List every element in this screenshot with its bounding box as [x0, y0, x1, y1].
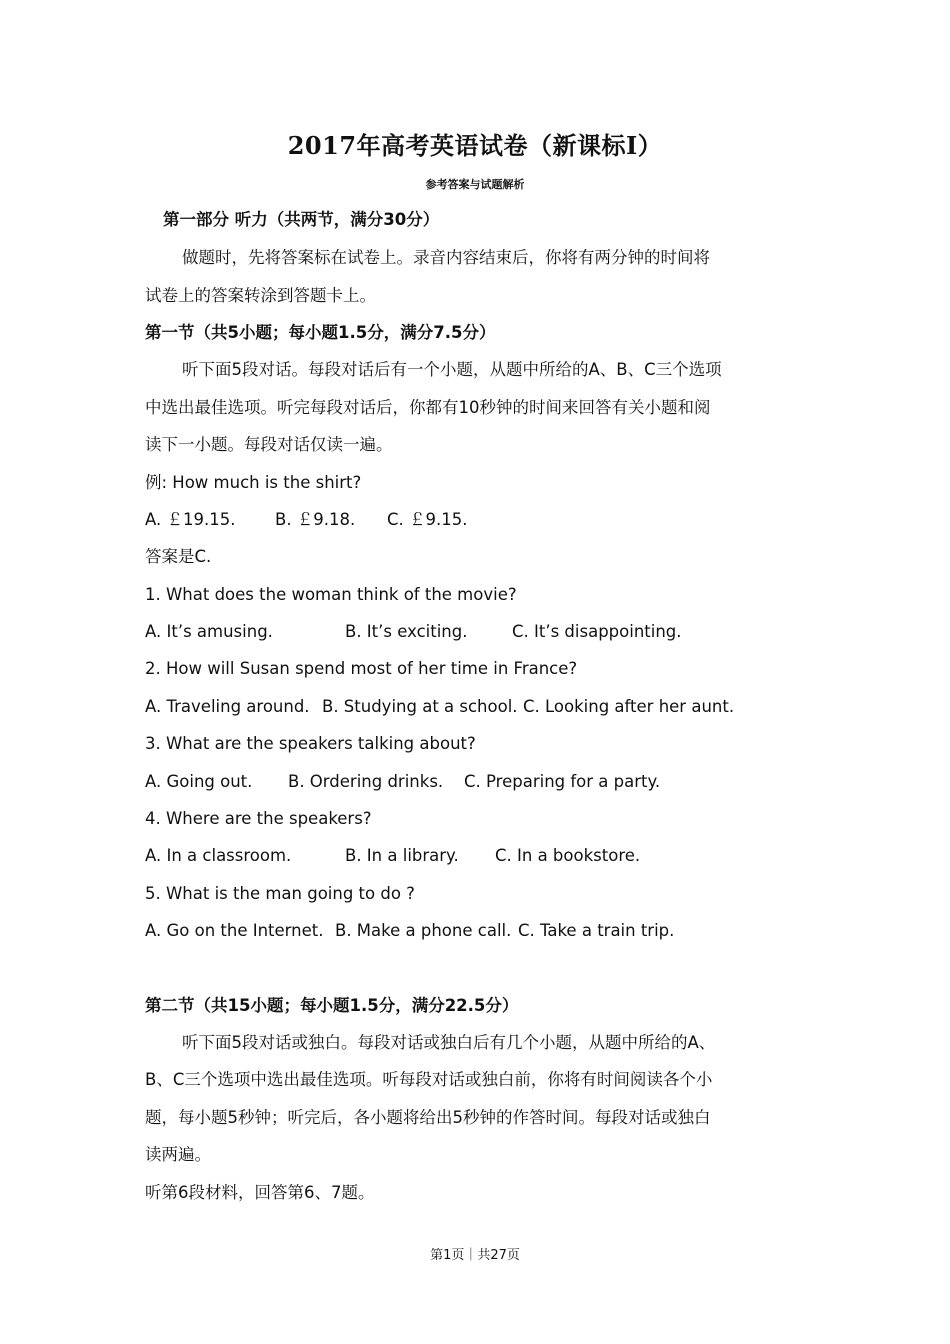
- page-subtitle: 参考答案与试题解析: [425, 178, 525, 191]
- example-options: [145, 508, 468, 532]
- option-b: B. Studying at a school.: [322, 697, 518, 716]
- section2-heading: 第二节（共15小题；每小题1.5分，满分22.5分）: [145, 996, 519, 1015]
- section2-intro-line: B、C三个选项中选出最佳选项。听每段对话或独白前，你将有时间阅读各个小: [145, 1070, 713, 1089]
- part1-heading: 第一部分 听力（共两节，满分30分）: [163, 210, 440, 229]
- question-3-options: [145, 770, 660, 794]
- material-6-instruction: 听第6段材料，回答第6、7题。: [145, 1183, 375, 1202]
- question-4-options: [145, 844, 640, 868]
- option-a: A. Going out.: [145, 772, 253, 791]
- option-a: A. In a classroom.: [145, 846, 292, 865]
- question-2-options: [145, 695, 734, 719]
- section2-intro-line: 题，每小题5秒钟；听完后，各小题将给出5秒钟的作答时间。每段对话或独白: [145, 1108, 711, 1127]
- option-c: C. ￡9.15.: [387, 510, 468, 529]
- section1-heading: 第一节（共5小题；每小题1.5分，满分7.5分）: [145, 323, 496, 342]
- question-4: 4. Where are the speakers?: [145, 809, 372, 828]
- section1-intro-line: 中选出最佳选项。听完每段对话后，你都有10秒钟的时间来回答有关小题和阅: [145, 398, 711, 417]
- option-b: B. It’s exciting.: [345, 622, 468, 641]
- question-2: 2. How will Susan spend most of her time in France?: [145, 659, 578, 678]
- option-a: A. Go on the Internet.: [145, 921, 324, 940]
- section2-intro-line: 读两遍。: [145, 1145, 211, 1164]
- option-c: C. Preparing for a party.: [464, 772, 661, 791]
- question-1: 1. What does the woman think of the movie?: [145, 585, 517, 604]
- option-c: C. In a bookstore.: [495, 846, 641, 865]
- option-b: B. ￡9.18.: [275, 510, 356, 529]
- option-a: A. It’s amusing.: [145, 622, 273, 641]
- page-title: 2017年高考英语试卷（新课标Ⅰ）: [287, 131, 663, 160]
- option-b: B. Ordering drinks.: [288, 772, 444, 791]
- section1-intro-line: 读下一小题。每段对话仅读一遍。: [145, 435, 393, 454]
- question-5: 5. What is the man going to do ?: [145, 884, 415, 903]
- page-footer: 第1页｜共27页: [430, 1248, 520, 1263]
- question-3: 3. What are the speakers talking about?: [145, 734, 476, 753]
- option-c: C. Looking after her aunt.: [523, 697, 735, 716]
- part1-intro-line: 试卷上的答案转涂到答题卡上。: [145, 286, 376, 305]
- question-5-options: [145, 919, 674, 943]
- option-c: C. It’s disappointing.: [512, 622, 682, 641]
- option-a: A. Traveling around.: [145, 697, 310, 716]
- option-a: A. ￡19.15.: [145, 510, 236, 529]
- option-c: C. Take a train trip.: [518, 921, 675, 940]
- question-1-options: [145, 620, 682, 644]
- part1-intro-line: 做题时，先将答案标在试卷上。录音内容结束后，你将有两分钟的时间将: [182, 248, 710, 267]
- section2-intro-line: 听下面5段对话或独白。每段对话或独白后有几个小题，从题中所给的A、: [182, 1033, 716, 1052]
- option-b: B. In a library.: [345, 846, 459, 865]
- example-question: 例: How much is the shirt?: [145, 473, 362, 492]
- option-b: B. Make a phone call.: [335, 921, 512, 940]
- example-answer: 答案是C.: [145, 547, 212, 566]
- section1-intro-line: 听下面5段对话。每段对话后有一个小题，从题中所给的A、B、C三个选项: [182, 360, 722, 379]
